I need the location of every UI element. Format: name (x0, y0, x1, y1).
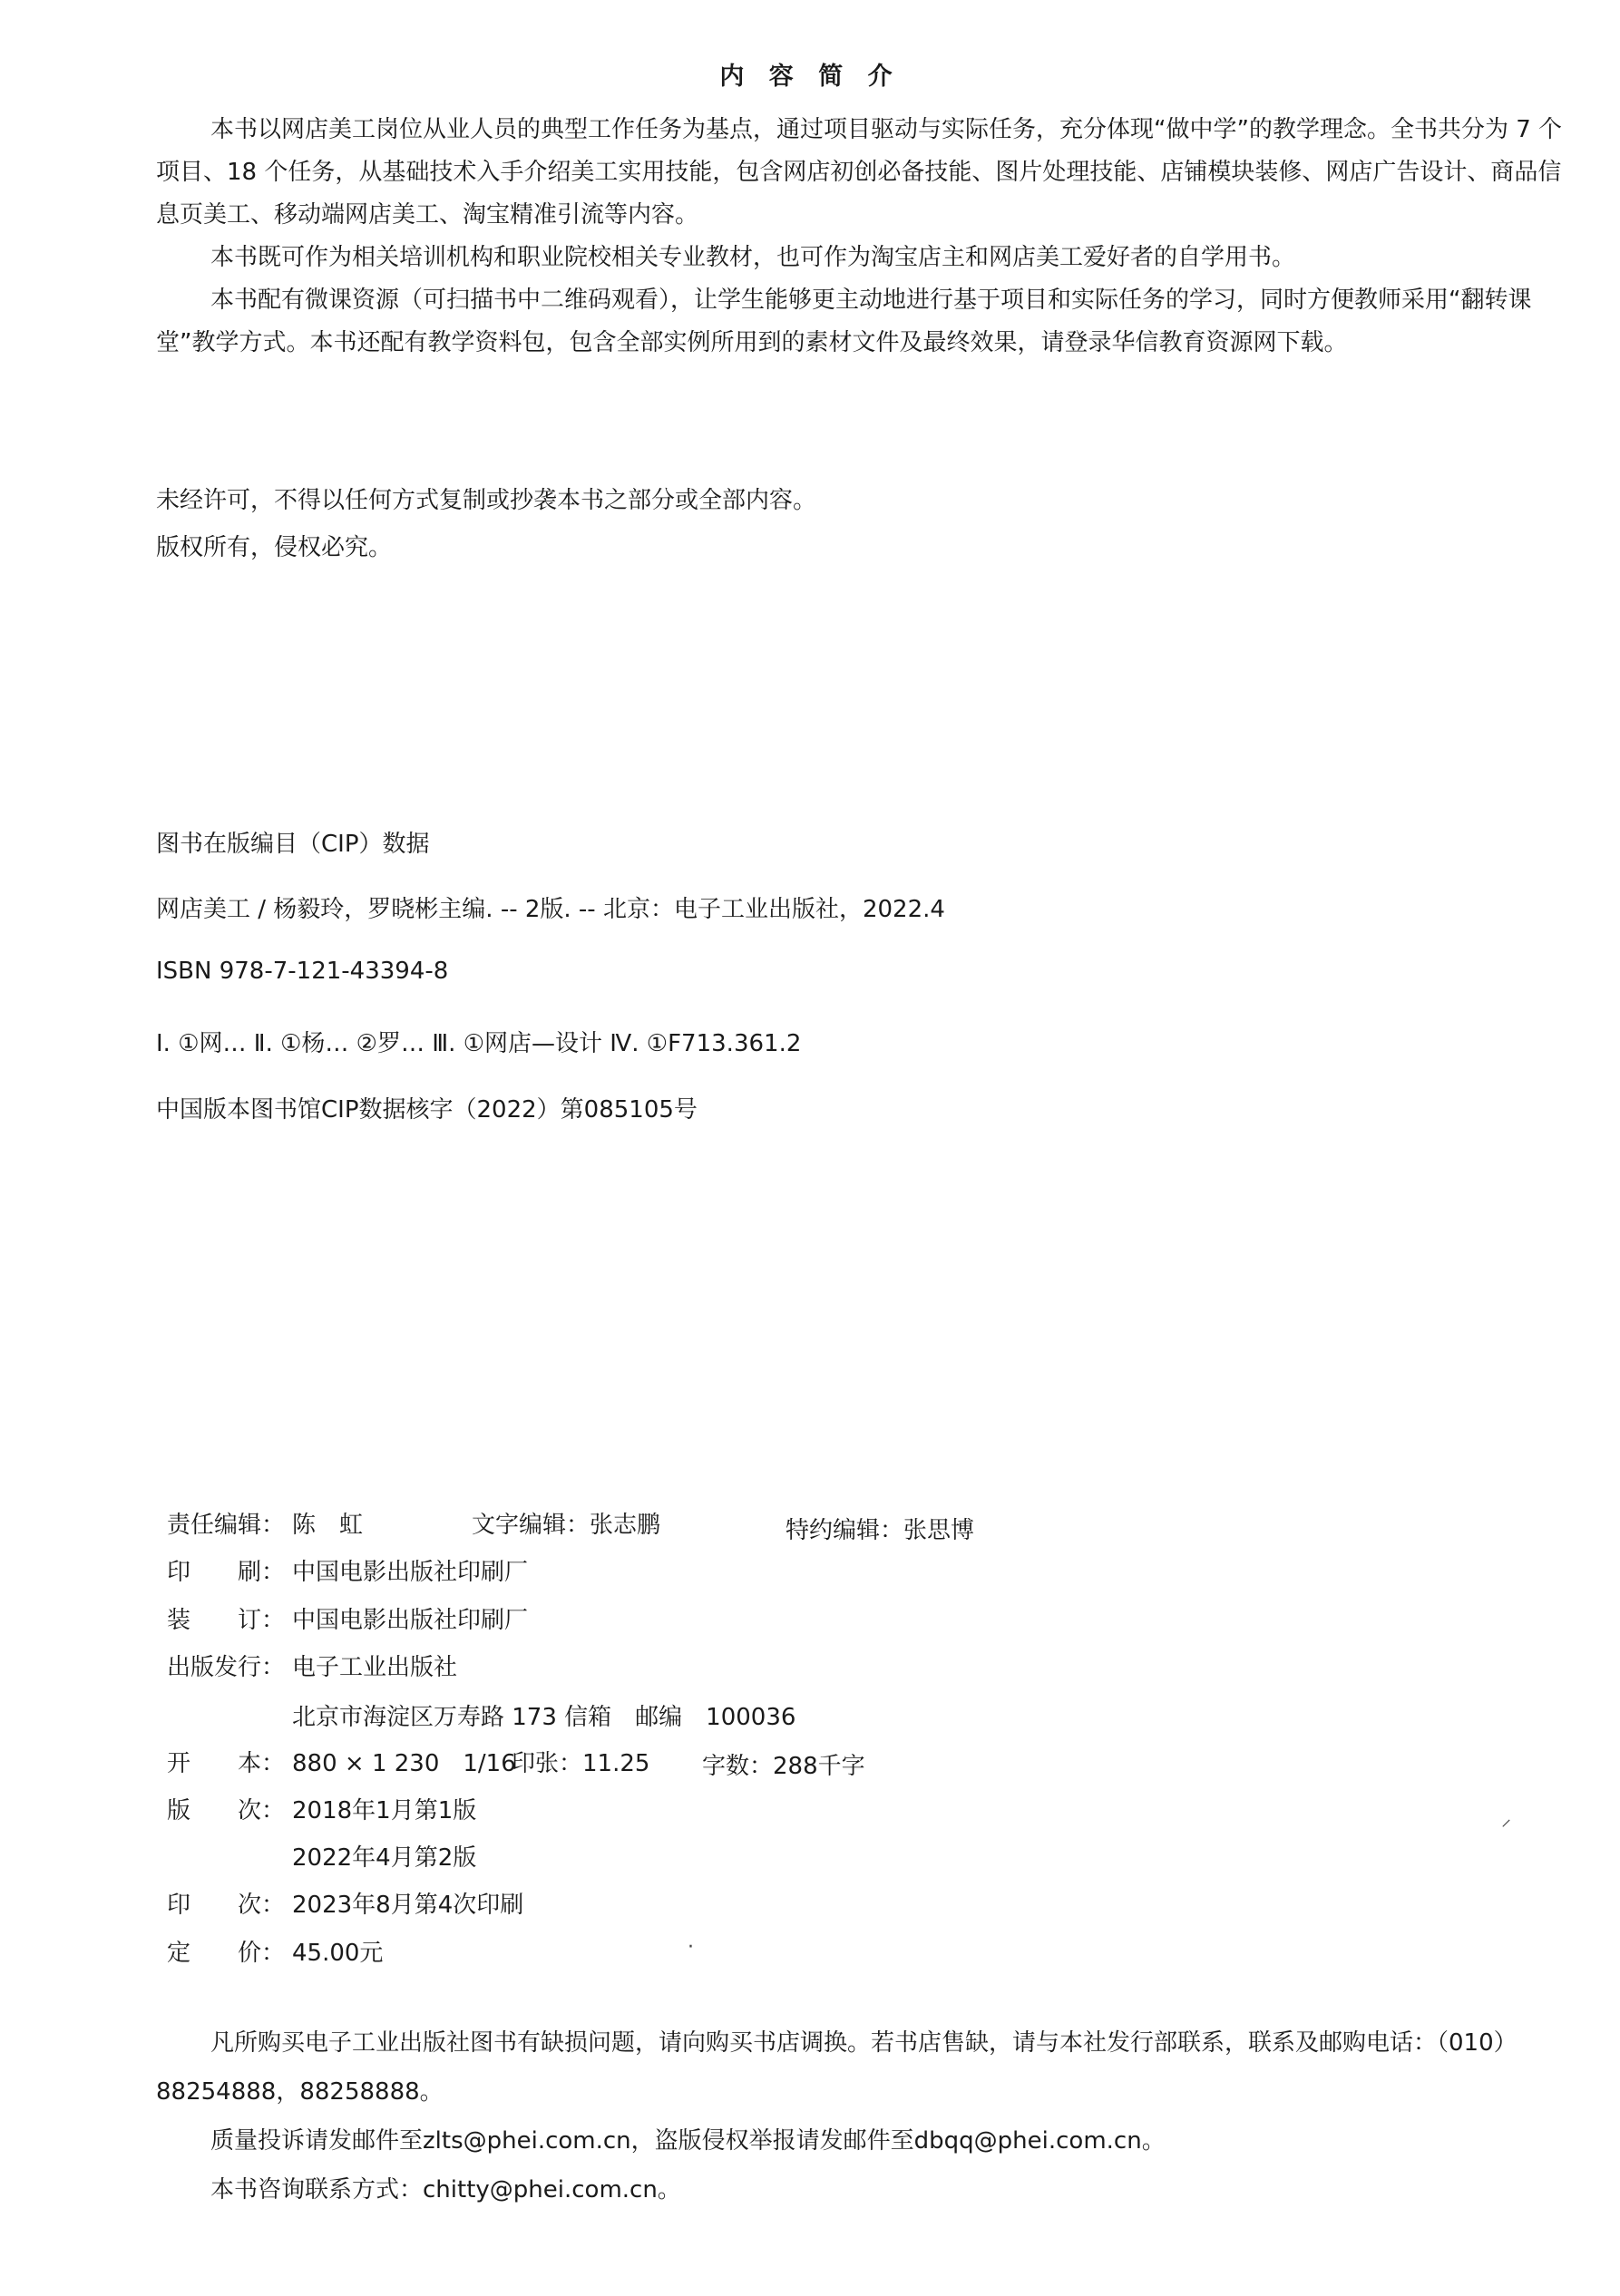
impression-value: 2023年8月第4次印刷 (292, 1892, 524, 1919)
responsible-editor-label: 责任编辑： (167, 1512, 286, 1539)
footer-complaint-notice: 质量投诉请发邮件至zlts@phei.com.cn，盗版侵权举报请发邮件至dbqq@phei.com.cn。 (210, 2127, 1166, 2155)
edition-second: 2022年4月第2版 (292, 1844, 477, 1872)
price-value: 45.00元 (292, 1940, 384, 1967)
cip-title: 图书在版编目（CIP）数据 (156, 831, 430, 858)
rights-line-1: 未经许可，不得以任何方式复制或抄袭本书之部分或全部内容。 (156, 487, 817, 514)
scan-dot: · (688, 1936, 694, 1959)
cip-verification: 中国版本图书馆CIP数据核字（2022）第085105号 (156, 1096, 698, 1124)
printing-value: 中国电影出版社印刷厂 (292, 1559, 529, 1586)
edition-label: 版 次： (167, 1797, 286, 1824)
footer-notice (156, 2019, 1571, 2214)
format-value: 880 × 1 230 1/16 (292, 1750, 516, 1777)
cip-classification: Ⅰ. ①网… Ⅱ. ①杨… ②罗… Ⅲ. ①网店—设计 Ⅳ. ①F713.361.2 (156, 1030, 802, 1057)
cip-record: 网店美工 / 杨毅玲，罗晓彬主编. -- 2版. -- 北京：电子工业出版社，2022.4 (156, 896, 945, 923)
summary-title: 内 容 简 介 (719, 63, 901, 91)
summary-paragraph-3: 本书配有微课资源（可扫描书中二维码观看），让学生能够更主动地进行基于项目和实际任务的学习，同时方便教师采用“翻转课堂”教学方式。本书还配有教学资料包，包含全部实例所用到的素材文件及最终效果，请登录华信教育资源网下载。 (156, 287, 1532, 356)
publisher-value: 电子工业出版社 (292, 1654, 458, 1681)
responsible-editor: 陈 虹 (292, 1512, 364, 1539)
impression-label: 印 次： (167, 1892, 286, 1919)
binding-label: 装 订： (167, 1607, 286, 1634)
binding-value: 中国电影出版社印刷厂 (292, 1607, 529, 1634)
publisher-address: 北京市海淀区万寿路 173 信箱 邮编 100036 (292, 1704, 796, 1731)
rights-notice (156, 477, 816, 571)
rights-line-2: 版权所有，侵权必究。 (156, 534, 393, 561)
edition-first: 2018年1月第1版 (292, 1797, 477, 1824)
summary-body (156, 109, 1562, 365)
sheets-value: 印张：11.25 (512, 1750, 650, 1777)
footer-contact-notice: 本书咨询联系方式：chitty@phei.com.cn。 (210, 2176, 681, 2204)
scan-mark: ⸝ (1501, 1808, 1512, 1831)
words-value: 字数：288千字 (702, 1753, 865, 1780)
text-editor: 文字编辑：张志鹏 (472, 1512, 661, 1539)
special-editor: 特约编辑：张思博 (786, 1517, 975, 1544)
format-label: 开 本： (167, 1750, 286, 1777)
price-label: 定 价： (167, 1940, 286, 1967)
summary-paragraph-1: 本书以网店美工岗位从业人员的典型工作任务为基点，通过项目驱动与实际任务，充分体现“做中学”的教学理念。全书共分为 7 个项目、18 个任务，从基础技术入手介绍美工实用技能，包含网店初创必备技能、图片处理技能、店铺模块装修、网店广告设计、商品信息页美工、移动端网店美工、淘宝精准引流等内容。 (156, 116, 1563, 229)
cip-isbn: ISBN 978-7-121-43394-8 (156, 958, 449, 985)
footer-exchange-notice: 凡所购买电子工业出版社图书有缺损问题，请向购买书店调换。若书店售缺，请与本社发行部联系，联系及邮购电话：（010）88254888，88258888。 (156, 2029, 1518, 2106)
publisher-label: 出版发行： (167, 1654, 286, 1681)
summary-paragraph-2: 本书既可作为相关培训机构和职业院校相关专业教材，也可作为淘宝店主和网店美工爱好者的自学用书。 (210, 244, 1296, 271)
printing-label: 印 刷： (167, 1559, 286, 1586)
